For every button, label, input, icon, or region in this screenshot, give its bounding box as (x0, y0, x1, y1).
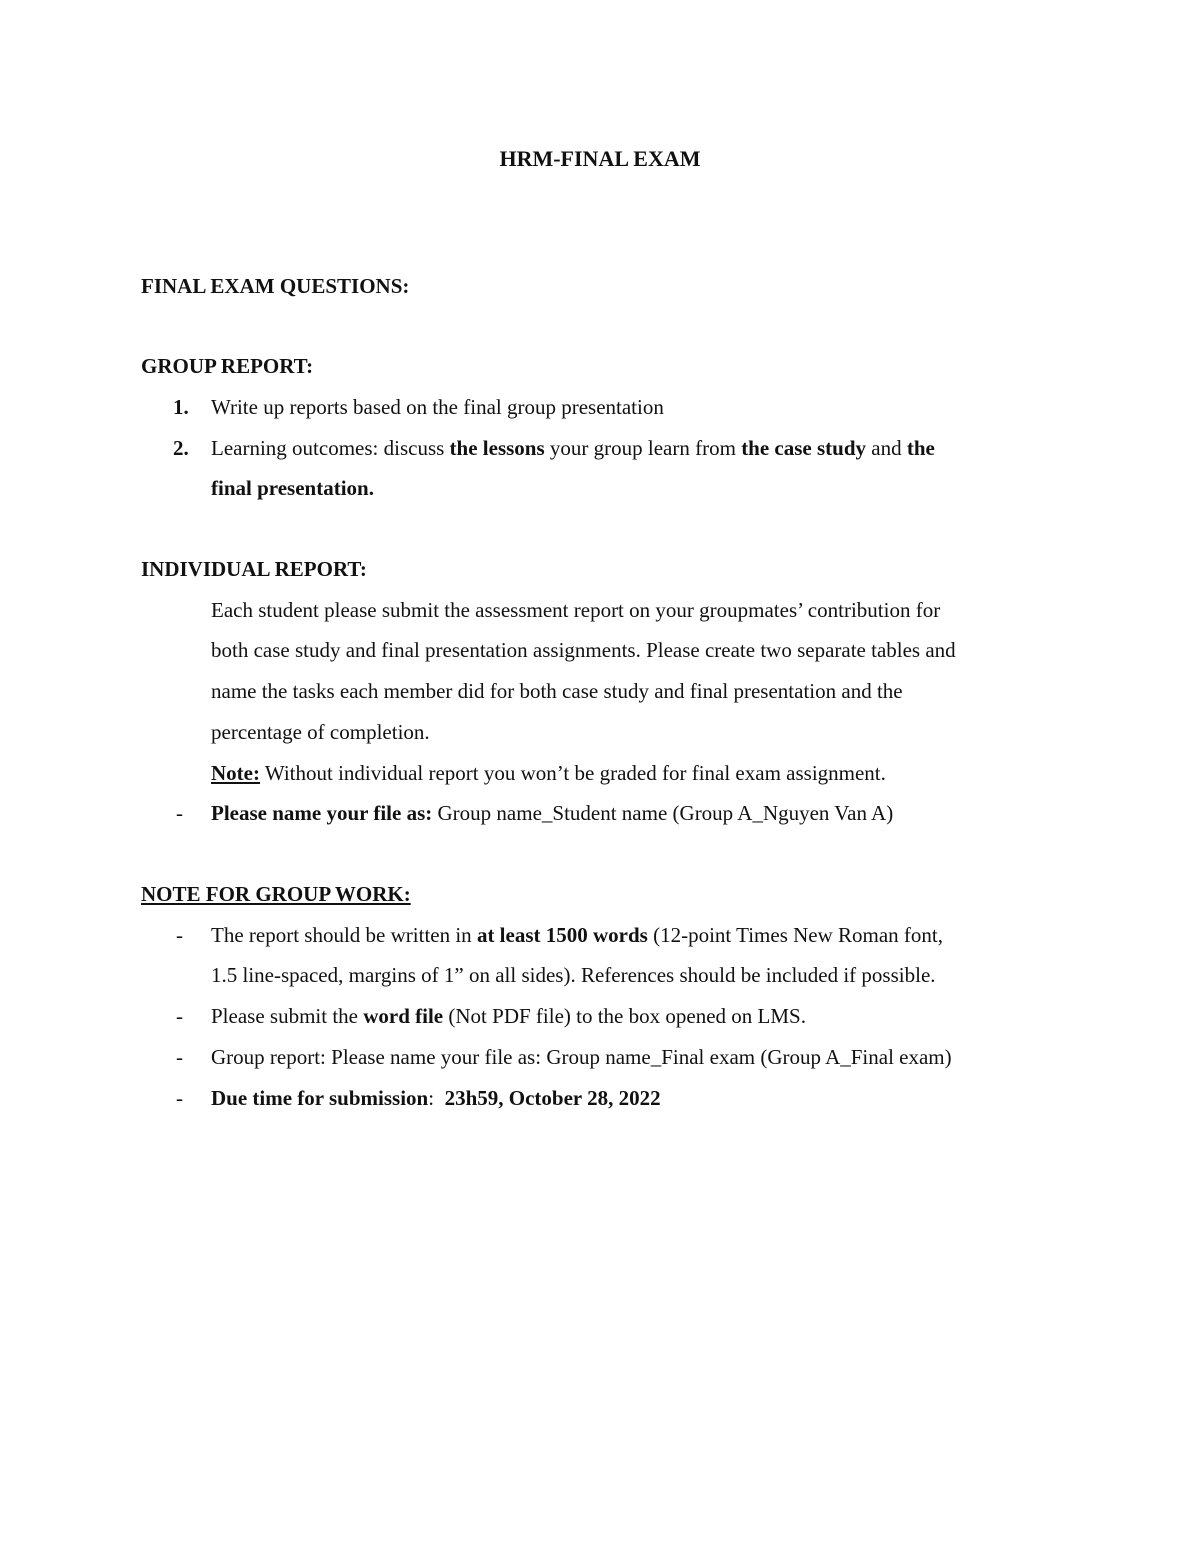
group-work-item-1-continued: 1.5 line-spaced, margins of 1” on all sides). References should be included if possible. (211, 963, 936, 987)
list-number: 1. (173, 395, 189, 419)
individual-report-paragraph-line: name the tasks each member did for both case study and final presentation and the (211, 679, 903, 703)
document-page: HRM-FINAL EXAM FINAL EXAM QUESTIONS: GROUP REPORT: 1. Write up reports based on the final group presentation 2. Learning outcomes: discuss the lessons your group learn from the case study and the final presentation. INDIVIDUAL REPORT: Each student please submit the assessment report on your groupmates’ contribution for both case study and final presentation assignments. Please create two separate tables and name the tasks each member did for both case study and final presentation and the percentage of completion. Note: Without individual report you won’t be graded for final exam assignment. - Please name your file as: Group name_Student name (Group A_Nguyen Van A) NOTE FOR GROUP WORK: - The report should be written in at least 1500 words (12-point Times New Roman font, 1.5 line-spaced, margins of 1” on all sides). References should be included if possible. - Please submit the word file (Not PDF file) to the box opened on LMS. - Group report: Please name your file as: Group name_Final exam (Group A_Final exam) - Due time for submission: 23h59, October 28, 2022 (0, 0, 1200, 1553)
dash-bullet: - (176, 1004, 183, 1028)
dash-bullet: - (176, 923, 183, 947)
group-report-heading: GROUP REPORT: (141, 354, 314, 378)
note-text: Without individual report you won’t be graded for final exam assignment. (259, 761, 886, 785)
group-report-item-2-continued: final presentation. (211, 476, 374, 500)
list-number: 2. (173, 436, 189, 460)
dash-bullet: - (176, 1045, 183, 1069)
individual-report-paragraph-line: both case study and final presentation assignments. Please create two separate tables and (211, 638, 956, 662)
note-label: Note: (211, 761, 260, 785)
final-exam-questions-heading: FINAL EXAM QUESTIONS: (141, 274, 410, 298)
individual-report-paragraph-line: percentage of completion. (211, 720, 430, 744)
dash-bullet: - (176, 1086, 183, 1110)
due-time-value: 23h59, October 28, 2022 (444, 1086, 661, 1110)
list-item-text: Write up reports based on the final group presentation (211, 395, 664, 419)
individual-report-note (211, 760, 886, 786)
due-time-label: Due time for submission (211, 1086, 429, 1110)
document-title: HRM-FINAL EXAM (499, 146, 701, 171)
dash-bullet: - (176, 801, 183, 825)
individual-report-paragraph-line: Each student please submit the assessment report on your groupmates’ contribution for (211, 598, 941, 622)
note-for-group-work-heading: NOTE FOR GROUP WORK: (141, 882, 411, 906)
list-item-text: Learning outcomes: discuss the lessons your group learn from the case study and the (211, 436, 935, 460)
individual-report-heading: INDIVIDUAL REPORT: (141, 557, 367, 581)
